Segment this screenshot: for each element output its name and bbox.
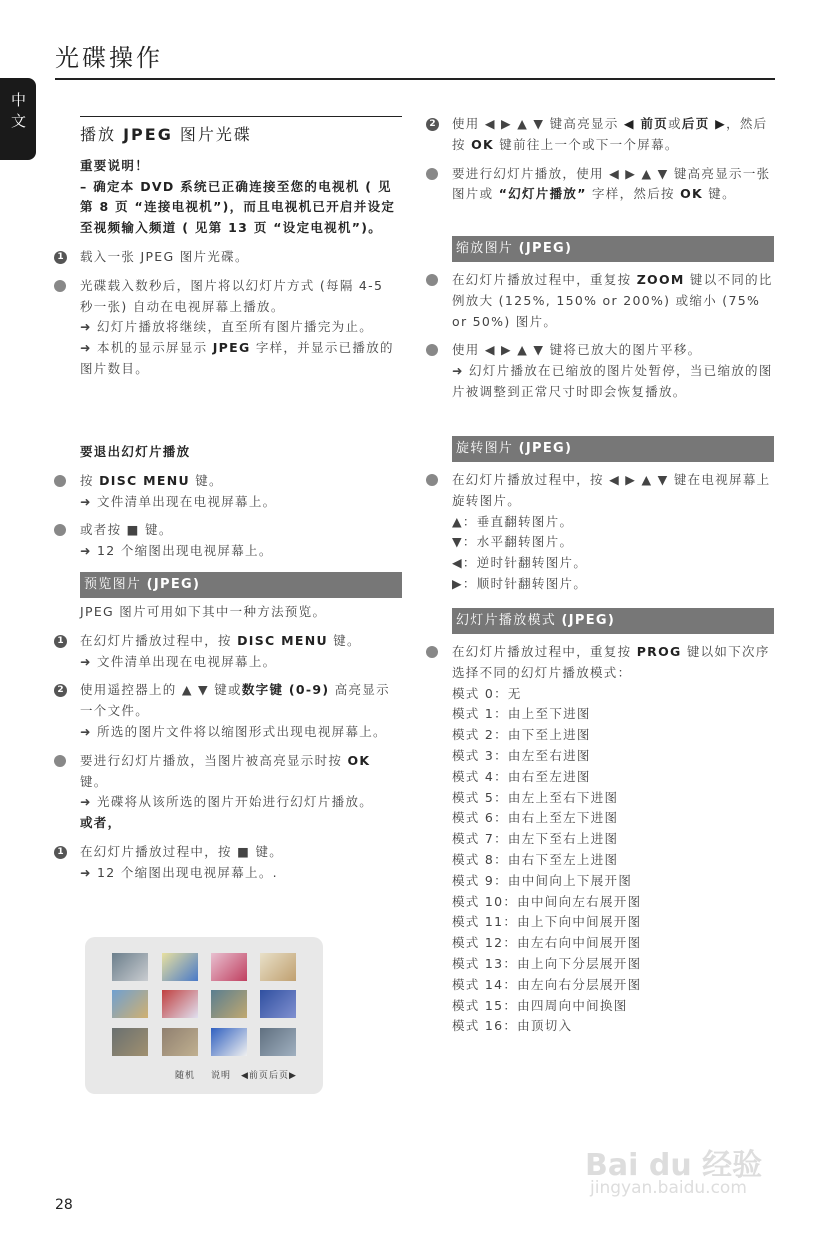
text: 键以如下次序选择不同的幻灯片播放模式：: [452, 644, 770, 680]
text: JPEG 图片可用如下其中一种方法预览。: [80, 604, 327, 619]
item-text: [80, 276, 402, 318]
bold-text: ◀ 前页: [623, 116, 669, 131]
text: 键。: [327, 632, 361, 648]
text: ➜ 12 个缩图出现电视屏幕上。: [80, 543, 273, 559]
sub-text: [80, 652, 402, 673]
text: 使用 ◀ ▶ ▲ ▼ 键高亮显示: [452, 116, 624, 131]
text: 要进行幻灯片播放，当图片被高亮显示时按: [80, 752, 348, 768]
item-text: [57, 680, 402, 722]
text: 字样，并显示已播放的图片数目。: [80, 340, 394, 376]
item-text: [57, 842, 402, 863]
sub-text: [80, 317, 402, 338]
text: 键前往上一个或下一个屏幕。: [494, 136, 679, 152]
bullet-icon: [426, 646, 438, 658]
text: 字样，然后按: [586, 186, 681, 202]
sub-text: [452, 912, 774, 933]
thumbnail-image: [112, 953, 148, 981]
sub-text: [452, 975, 774, 996]
thumbnail-image: [162, 953, 198, 981]
text: 预览图片: [84, 577, 147, 592]
item-text: [80, 471, 402, 492]
item-text: [57, 631, 402, 652]
text: ▼：水平翻转图片。: [452, 534, 574, 550]
text: ➜ 12 个缩图出现电视屏幕上。.: [80, 864, 278, 880]
text: 模式 15：由四周向中间换图: [452, 997, 628, 1013]
sub-text: [80, 863, 402, 884]
text: 或者按 ■ 键。: [80, 522, 173, 538]
text: 幻灯片播放模式: [456, 613, 562, 628]
text: 图片光碟: [172, 125, 252, 144]
text: 模式 2：由下至上进图: [452, 727, 591, 743]
text: ➜ 幻灯片播放在已缩放的图片处暂停，当已缩放的图片被调整到正常尺寸时即会恢复播放。: [452, 363, 773, 399]
step-number-icon: 2: [426, 118, 439, 131]
language-tab: [0, 78, 36, 160]
watermark-url: jingyan.baidu.com: [590, 1178, 747, 1198]
text: ➜ 所选的图片文件将以缩图形式出现电视屏幕上。: [80, 723, 387, 739]
sub-text: [452, 512, 774, 533]
sub-text: [452, 684, 774, 705]
section-header: [452, 236, 774, 262]
step-number-icon: 1: [54, 846, 67, 859]
text: 要进行幻灯片播放，使用 ◀ ▶ ▲ ▼ 键高亮显示一张图片或: [452, 165, 771, 202]
thumbnail-image: [260, 1028, 296, 1056]
sub-text: [80, 792, 402, 813]
text: – 确定本 DVD 系统已正确连接至您的电视机 ( 见第 8 页 “连接电视机”)，而且电视机已开启并设定至视频输入频道 ( 见第 13 页 “设定电视机”)。: [80, 178, 396, 236]
bullet-icon: [54, 475, 66, 487]
sub-text: [452, 574, 774, 595]
bold-text: DISC MENU: [237, 632, 328, 648]
text: 模式 10：由中间向左右展开图: [452, 893, 642, 909]
thumbnail-image: [112, 990, 148, 1018]
sub-text: [452, 933, 774, 954]
bold-text: (JPEG): [561, 613, 616, 628]
text: 键。: [189, 472, 223, 488]
sub-text: [80, 338, 402, 380]
language-tab-label: 中文: [9, 92, 27, 134]
bullet-icon: [54, 524, 66, 536]
sub-text: [452, 1016, 774, 1037]
text: 模式 5：由左上至右下进图: [452, 789, 619, 805]
prev-page-label: ◀前页: [241, 1071, 269, 1081]
step-number-icon: 2: [54, 684, 67, 697]
text: 要退出幻灯片播放: [80, 444, 191, 459]
item-text: [452, 340, 774, 361]
bold-text: 数字键 (0-9): [241, 682, 330, 698]
sub-text: [452, 871, 774, 892]
sub-text: [80, 722, 402, 743]
text: 使用遥控器上的 ▲ ▼ 键或: [80, 682, 242, 698]
bold-text: PROG: [636, 644, 682, 659]
bold-text: (JPEG): [518, 241, 573, 256]
sub-text: [452, 532, 774, 553]
text: 在幻灯片播放过程中，按: [80, 632, 238, 648]
note-text: [80, 177, 402, 239]
text: 在幻灯片播放过程中，重复按: [452, 644, 637, 659]
text: 或者，: [80, 815, 122, 831]
thumbnail-image: [211, 990, 247, 1018]
thumbnail-image: [112, 1028, 148, 1056]
thumbnail-screen-illustration: [85, 937, 323, 1094]
subhead-text: [80, 442, 402, 463]
subhead-text: [80, 813, 402, 834]
watermark-logo: Bai du 经验: [585, 1148, 763, 1183]
sub-text: [452, 829, 774, 850]
text: 模式 0：无: [452, 685, 522, 701]
text: 模式 12：由左右向中间展开图: [452, 935, 642, 951]
bold-text: DISC MENU: [99, 472, 190, 488]
bold-text: JPEG: [212, 340, 251, 356]
text: 模式 13：由上向下分层展开图: [452, 955, 642, 971]
item-text: [452, 164, 774, 206]
thumbnail-image: [211, 953, 247, 981]
text: 旋转图片: [456, 441, 519, 456]
text: 模式 1：由上至下进图: [452, 706, 591, 722]
step-number-icon: 1: [54, 251, 67, 264]
text: 模式 3：由左至右进图: [452, 747, 591, 763]
sub-text: [452, 361, 774, 403]
text: 在幻灯片播放过程中，重复按: [452, 272, 637, 287]
text: 模式 6：由右上至左下进图: [452, 810, 619, 826]
item-text: [429, 114, 774, 156]
para-text: [80, 602, 402, 623]
bold-text: JPEG: [123, 125, 173, 144]
page-number: 28: [55, 1197, 73, 1213]
intro-section: [57, 116, 402, 380]
text: ◀：逆时针翻转图片。: [452, 555, 588, 571]
exit-slideshow-section: [80, 442, 402, 562]
sub-text: [452, 892, 774, 913]
text: ▲：垂直翻转图片。: [452, 513, 574, 529]
shuffle-label: 随机: [175, 1071, 196, 1081]
thumbnail-image: [162, 990, 198, 1018]
bold-text: (JPEG): [518, 441, 573, 456]
bold-text: OK: [347, 752, 371, 768]
sub-text: [80, 541, 402, 562]
bold-text: OK: [471, 136, 494, 152]
text: 模式 7：由左下至右上进图: [452, 831, 619, 847]
section-header: [452, 436, 774, 462]
sub-text: [452, 767, 774, 788]
rotate-section: [452, 436, 774, 595]
sub-text: [452, 808, 774, 829]
item-text: [452, 270, 774, 332]
zoom-section: [452, 236, 774, 403]
text: ➜ 文件清单出现在电视屏幕上。: [80, 493, 277, 509]
text: 或: [668, 116, 682, 131]
next-page-label: 后页▶: [269, 1071, 297, 1081]
help-label: 说明: [211, 1071, 232, 1081]
text: ➜ 文件清单出现在电视屏幕上。: [80, 653, 277, 669]
text: 键。: [80, 773, 108, 789]
step-number-icon: 1: [54, 635, 67, 648]
bullet-icon: [426, 474, 438, 486]
text: 在幻灯片播放过程中，按 ◀ ▶ ▲ ▼ 键在电视屏幕上旋转图片。: [452, 472, 771, 508]
item-text: [452, 642, 774, 684]
text: 按: [80, 472, 100, 488]
thumbnail-image: [260, 990, 296, 1018]
item-text: [80, 520, 402, 541]
text: 模式 4：由右至左进图: [452, 768, 591, 784]
sub-text: [452, 788, 774, 809]
text: 重要说明！: [80, 157, 150, 173]
text: ▶：顺时针翻转图片。: [452, 575, 588, 591]
bullet-icon: [426, 344, 438, 356]
sub-text: [452, 725, 774, 746]
bold-text: (JPEG): [146, 577, 201, 592]
sub-text: [80, 492, 402, 513]
page-title: 光碟操作: [55, 44, 163, 72]
thumbnail-image: [260, 953, 296, 981]
sub-text: [452, 746, 774, 767]
text: 使用 ◀ ▶ ▲ ▼ 键将已放大的图片平移。: [452, 342, 702, 358]
text: 在幻灯片播放过程中，按 ■ 键。: [80, 843, 284, 859]
sub-text: [452, 850, 774, 871]
navigation-section: [429, 106, 774, 205]
sub-text: [452, 996, 774, 1017]
text: 模式 9：由中间向上下展开图: [452, 872, 633, 888]
text: 键。: [703, 186, 736, 202]
sub-text: [452, 553, 774, 574]
text: ➜ 本机的显示屏显示: [80, 340, 213, 356]
text: 模式 11：由上下向中间展开图: [452, 914, 642, 930]
text: ➜ 幻灯片播放将继续，直至所有图片播完为止。: [80, 319, 374, 335]
bold-text: “幻灯片播放”: [498, 186, 587, 202]
bullet-icon: [426, 168, 438, 180]
text: ➜ 光碟将从该所选的图片开始进行幻灯片播放。: [80, 794, 374, 810]
sub-text: [452, 954, 774, 975]
text: 模式 16：由顶切入: [452, 1018, 573, 1034]
section-header: [80, 572, 402, 598]
text: ，然后按: [452, 116, 768, 152]
heading-text: [80, 116, 402, 146]
item-text: [452, 470, 774, 512]
text: 播放: [80, 125, 124, 144]
item-text: [57, 247, 402, 268]
bold-text: 后页 ▶: [681, 116, 727, 131]
bold-text: OK: [680, 186, 703, 202]
thumbnail-image: [162, 1028, 198, 1056]
text: 模式 8：由右下至左上进图: [452, 851, 619, 867]
sub-text: [452, 704, 774, 725]
text: 键以不同的比例放大 (125%, 150% or 200%) 或缩小 (75% or 50%) 图片。: [452, 272, 773, 329]
note-text: [80, 156, 402, 177]
bullet-icon: [54, 280, 66, 292]
text: 缩放图片: [456, 241, 519, 256]
thumbnail-image: [211, 1028, 247, 1056]
title-divider: [55, 78, 775, 80]
bold-text: ZOOM: [636, 272, 685, 287]
bullet-icon: [54, 755, 66, 767]
section-header: [452, 608, 774, 634]
item-text: [80, 751, 402, 793]
bullet-icon: [426, 274, 438, 286]
text: 模式 14：由左向右分层展开图: [452, 976, 642, 992]
text: 光碟载入数秒后，图片将以幻灯片方式 (每隔 4-5 秒一张) 自动在电视屏幕上播放。: [80, 277, 384, 314]
text: 高亮显示一个文件。: [80, 682, 390, 719]
slideshow-mode-section: [452, 608, 774, 1037]
preview-section: [57, 572, 402, 884]
text: 载入一张 JPEG 图片光碟。: [80, 248, 249, 264]
